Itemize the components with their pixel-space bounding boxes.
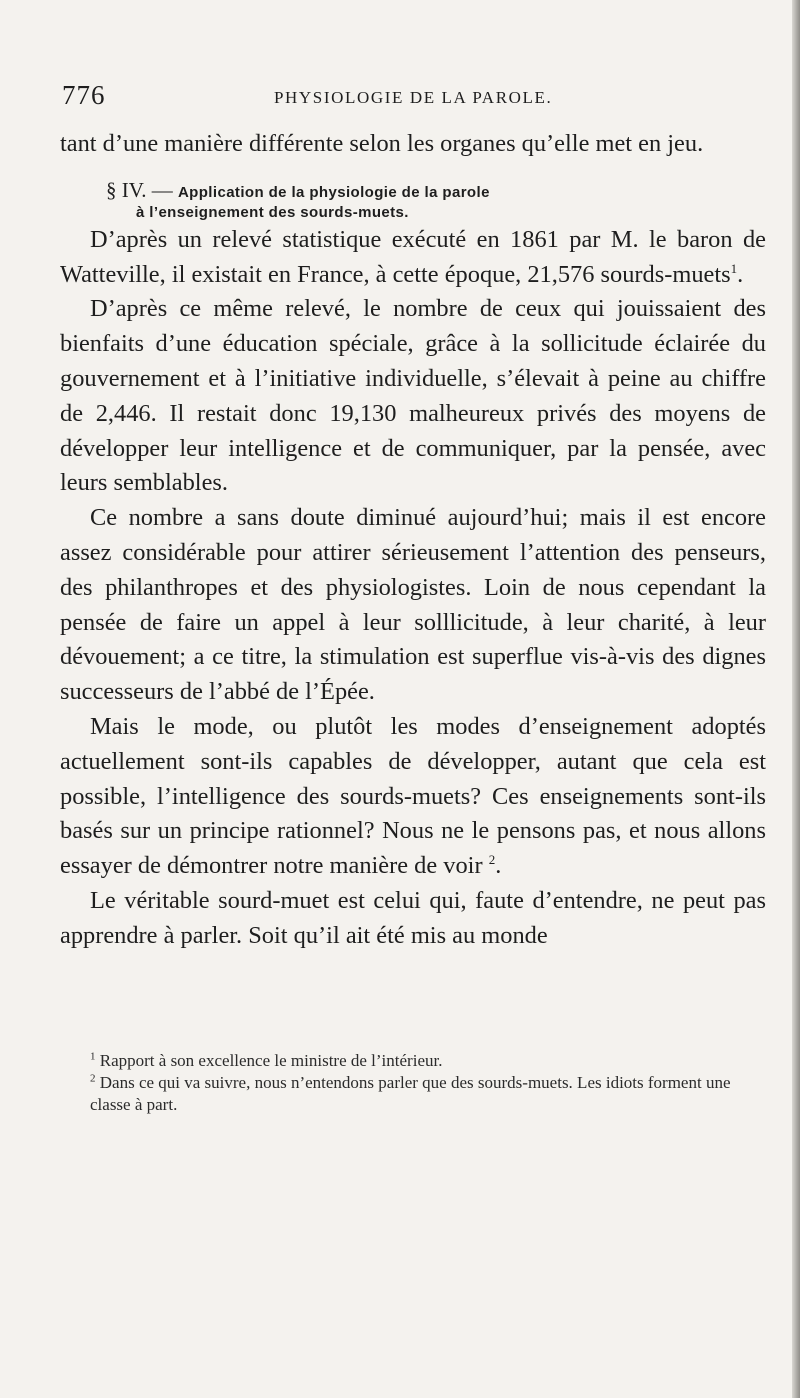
page-header <box>62 80 762 112</box>
page-number: 776 <box>62 80 106 110</box>
paragraph-2: D’après ce même relevé, le nombre de ceux qui jouissaient des bienfaits d’une éducation spéciale, grâce à la sollicitude éclairée du gouvernement et à l’initiative individuelle, s’élevait à peine au chiffre de 2,446. Il restait donc 19,130 malheureux privés des moyens de développer leur intelligence et de communiquer, par la pensée, avec leurs semblables. <box>60 295 766 497</box>
paragraph-4 <box>60 710 766 884</box>
footnote-2-text: Dans ce qui va suivre, nous n’entendons parler que des sourds-muets. Les idiots forment une classe à part. <box>90 1073 731 1114</box>
paragraph-1-end: . <box>737 260 744 288</box>
paragraph-3: Ce nombre a sans doute diminué aujourd’hui; mais il est encore assez considérable pour attirer sérieusement l’attention des penseurs, des philanthropes et des physiologistes. Loin de nous cependant la pensée de faire un appel à leur solllicitude, à leur charité, à leur dévouement; a ce titre, la stimulation est superflue vis-à-vis des dignes successeurs de l’abbé de l’Épée. <box>60 504 766 706</box>
footnote-ref-2: 2 <box>488 852 496 868</box>
footnote-2-number: 2 <box>90 1072 96 1085</box>
footnote-1 <box>60 1050 766 1072</box>
section-heading <box>60 177 746 223</box>
footnote-2 <box>60 1072 766 1116</box>
footnote-ref-1: 1 <box>730 260 738 276</box>
lead-paragraph: tant d’une manière différente selon les organes qu’elle met en jeu. <box>60 130 704 157</box>
paragraph-1-text: D’après un relevé statistique exécuté en 1861 par M. le baron de Watteville, il existait en France, à cette époque, 21,576 sourds-muets <box>60 225 766 288</box>
running-title: PHYSIOLOGIE DE LA PAROLE. <box>274 88 553 107</box>
section-number: § IV. — <box>106 177 178 202</box>
footnote-1-text: Rapport à son excellence le ministre de l’intérieur. <box>95 1051 443 1070</box>
paragraph-1 <box>60 223 766 293</box>
body-text <box>60 127 766 954</box>
section-title-line1: Application de la physiologie de la parole <box>177 183 490 201</box>
paragraph-5: Le véritable sourd-muet est celui qui, faute d’entendre, ne peut pas apprendre à parler. Soit qu’il ait été mis au monde <box>60 886 766 949</box>
section-title-line2: à l’enseignement des sourds-muets. <box>136 203 409 221</box>
footnote-1-number: 1 <box>90 1050 96 1063</box>
paragraph-4-text: Mais le mode, ou plutôt les modes d’enseignement adoptés actuellement sont-ils capables de développer, autant que cela est possible, l’intelligence des sourds-muets? Ces enseignements sont-ils basés sur un principe rationnel? Nous ne le pensons pas, et nous allons essayer de démontrer notre manière de voir <box>60 712 766 880</box>
paragraph-4-end: . <box>495 852 502 880</box>
page-edge-shadow <box>792 0 800 1398</box>
footnotes <box>60 1050 766 1116</box>
